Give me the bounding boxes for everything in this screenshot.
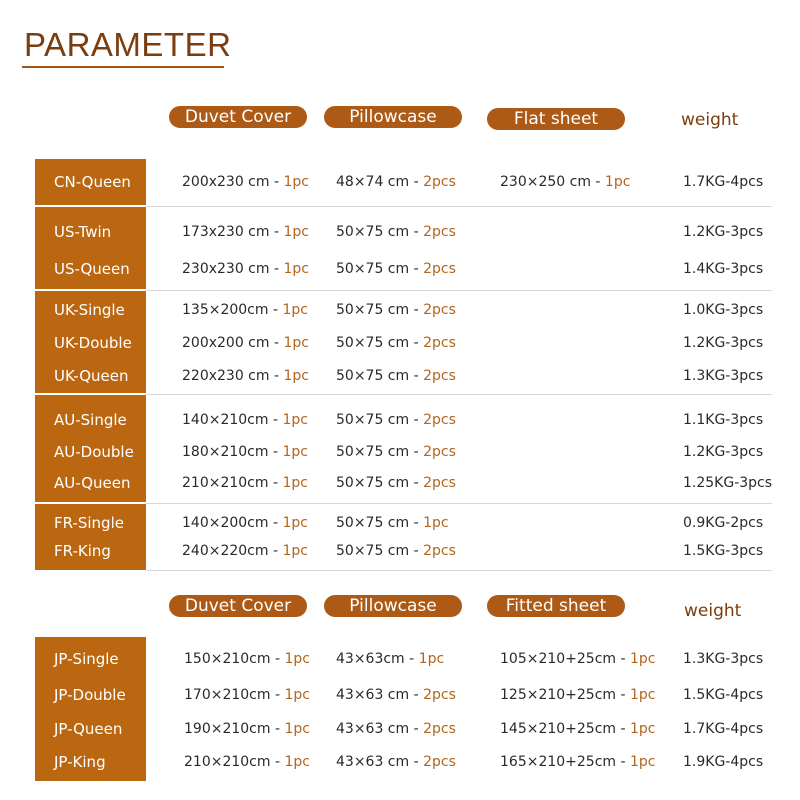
pillow-dimension: 43×63 cm - — [336, 754, 424, 770]
weight-cell — [683, 302, 763, 318]
weight-cell — [683, 368, 763, 384]
pillow-dimension: 50×75 cm - — [336, 515, 424, 531]
duvet-dimension: 190×210cm - — [184, 721, 285, 737]
title-underline — [22, 66, 224, 68]
size-label-text: CN-Queen — [54, 173, 131, 191]
duvet-dimension: 210×210cm - — [184, 754, 285, 770]
pillow-cell — [336, 444, 456, 460]
size-label — [54, 687, 126, 704]
row-separator — [146, 394, 772, 395]
sheet-cell — [500, 754, 656, 770]
sheet-quantity: 1pc — [630, 754, 656, 770]
duvet-dimension: 173x230 cm - — [182, 224, 284, 240]
pillow-quantity: 2pcs — [423, 687, 456, 703]
size-label-text: AU-Double — [54, 443, 134, 461]
duvet-quantity: 1pc — [282, 543, 308, 559]
weight-cell — [683, 651, 763, 667]
size-label-text: UK-Double — [54, 334, 132, 352]
duvet-dimension: 200x200 cm - — [182, 335, 284, 351]
duvet-dimension: 135×200cm - — [182, 302, 283, 318]
sheet-cell — [500, 174, 630, 190]
duvet-quantity: 1pc — [283, 368, 309, 384]
row-separator — [146, 206, 772, 207]
header-pillowcase: Pillowcase — [324, 106, 462, 128]
pillow-dimension: 50×75 cm - — [336, 475, 424, 491]
weight-value: 1.0KG-3pcs — [683, 302, 764, 318]
weight-cell — [683, 444, 763, 460]
sheet-cell — [500, 721, 656, 737]
weight-value: 1.3KG-3pcs — [683, 651, 764, 667]
duvet-cell — [182, 444, 308, 460]
weight-cell — [683, 475, 772, 491]
pillow-dimension: 50×75 cm - — [336, 444, 424, 460]
size-label — [54, 651, 119, 668]
pillow-cell — [336, 224, 456, 240]
duvet-cell — [182, 335, 309, 351]
duvet-dimension: 220x230 cm - — [182, 368, 284, 384]
duvet-dimension: 210×210cm - — [182, 475, 283, 491]
duvet-dimension: 140×200cm - — [182, 515, 283, 531]
size-label — [54, 412, 127, 429]
size-label-text: JP-King — [54, 753, 106, 771]
size-label-text: JP-Double — [54, 686, 126, 704]
pillow-dimension: 50×75 cm - — [336, 302, 424, 318]
sheet-quantity: 1pc — [630, 721, 656, 737]
sheet-dimension: 145×210+25cm - — [500, 721, 631, 737]
weight-value: 1.7KG-4pcs — [683, 174, 764, 190]
weight-cell — [683, 721, 763, 737]
pillow-cell — [336, 651, 444, 667]
pillow-cell — [336, 754, 456, 770]
duvet-quantity: 1pc — [284, 687, 310, 703]
pillow-cell — [336, 543, 456, 559]
pillow-dimension: 43×63 cm - — [336, 721, 424, 737]
weight-value: 1.7KG-4pcs — [683, 721, 764, 737]
pillow-dimension: 50×75 cm - — [336, 412, 424, 428]
header-duvet-cover-jp: Duvet Cover — [169, 595, 307, 617]
weight-value: 1.5KG-4pcs — [683, 687, 764, 703]
duvet-dimension: 150×210cm - — [184, 651, 285, 667]
duvet-cell — [184, 687, 310, 703]
sheet-quantity: 1pc — [630, 651, 656, 667]
pillow-quantity: 2pcs — [423, 302, 456, 318]
duvet-dimension: 240×220cm - — [182, 543, 283, 559]
pillow-quantity: 2pcs — [423, 475, 456, 491]
duvet-cell — [184, 754, 310, 770]
pillow-cell — [336, 475, 456, 491]
pillow-quantity: 2pcs — [423, 543, 456, 559]
duvet-cell — [182, 543, 308, 559]
weight-value: 1.3KG-3pcs — [683, 368, 764, 384]
size-label — [54, 302, 125, 319]
duvet-quantity: 1pc — [282, 412, 308, 428]
size-label — [54, 515, 124, 532]
duvet-quantity: 1pc — [282, 444, 308, 460]
size-label-text: US-Twin — [54, 223, 112, 241]
sheet-quantity: 1pc — [604, 174, 631, 190]
weight-cell — [683, 335, 763, 351]
duvet-quantity: 1pc — [284, 754, 310, 770]
header-weight: weight — [681, 110, 739, 130]
weight-value: 1.2KG-3pcs — [683, 224, 764, 240]
duvet-cell — [184, 721, 310, 737]
duvet-quantity: 1pc — [283, 224, 309, 240]
duvet-cell — [184, 651, 310, 667]
header-duvet-cover: Duvet Cover — [169, 106, 307, 128]
size-label-text: JP-Single — [54, 650, 119, 668]
pillow-dimension: 43×63 cm - — [336, 687, 424, 703]
duvet-dimension: 230x230 cm - — [182, 261, 284, 277]
size-label — [54, 444, 134, 461]
duvet-cell — [182, 412, 308, 428]
header-weight-jp: weight — [684, 601, 742, 621]
pillow-quantity: 2pcs — [423, 174, 456, 190]
duvet-cell — [182, 368, 309, 384]
pillow-quantity: 2pcs — [423, 412, 456, 428]
pillow-cell — [336, 335, 456, 351]
duvet-quantity: 1pc — [283, 174, 309, 190]
size-label — [54, 543, 111, 560]
header-fitted-sheet: Fitted sheet — [487, 595, 625, 617]
duvet-dimension: 140×210cm - — [182, 412, 283, 428]
duvet-quantity: 1pc — [283, 335, 309, 351]
pillow-cell — [336, 687, 456, 703]
duvet-quantity: 1pc — [283, 261, 309, 277]
weight-cell — [683, 224, 763, 240]
sheet-dimension: 125×210+25cm - — [500, 687, 631, 703]
pillow-dimension: 50×75 cm - — [336, 224, 424, 240]
duvet-dimension: 200x230 cm - — [182, 174, 284, 190]
pillow-quantity: 2pcs — [423, 721, 456, 737]
duvet-quantity: 1pc — [284, 721, 310, 737]
pillow-quantity: 2pcs — [423, 368, 456, 384]
weight-cell — [683, 412, 763, 428]
weight-cell — [683, 261, 763, 277]
weight-cell — [683, 687, 763, 703]
size-label-text: AU-Single — [54, 411, 127, 429]
weight-value: 1.1KG-3pcs — [683, 412, 764, 428]
pillow-quantity: 1pc — [418, 651, 445, 667]
pillow-quantity: 2pcs — [423, 261, 456, 277]
size-label — [54, 721, 122, 738]
pillow-dimension: 50×75 cm - — [336, 543, 424, 559]
duvet-cell — [182, 515, 308, 531]
row-separator — [146, 290, 772, 291]
header-flat-sheet: Flat sheet — [487, 108, 625, 130]
duvet-cell — [182, 224, 309, 240]
size-label-text: FR-Single — [54, 514, 124, 532]
pillow-quantity: 2pcs — [423, 335, 456, 351]
size-label-text: AU-Queen — [54, 474, 131, 492]
weight-value: 0.9KG-2pcs — [683, 515, 764, 531]
duvet-cell — [182, 475, 308, 491]
pillow-quantity: 2pcs — [423, 754, 456, 770]
pillow-quantity: 1pc — [423, 515, 449, 531]
duvet-quantity: 1pc — [282, 475, 308, 491]
sheet-dimension: 165×210+25cm - — [500, 754, 631, 770]
weight-cell — [683, 754, 763, 770]
size-label-text: US-Queen — [54, 260, 130, 278]
size-label — [54, 475, 130, 492]
pillow-cell — [336, 368, 456, 384]
pillow-quantity: 2pcs — [423, 224, 456, 240]
pillow-dimension: 50×75 cm - — [336, 335, 424, 351]
row-separator — [146, 503, 772, 504]
header-pillowcase-jp: Pillowcase — [324, 595, 462, 617]
weight-value: 1.25KG-3pcs — [683, 475, 773, 491]
pillow-cell — [336, 412, 456, 428]
pillow-cell — [336, 174, 456, 190]
pillow-dimension: 50×75 cm - — [336, 368, 424, 384]
duvet-dimension: 170×210cm - — [184, 687, 285, 703]
pillow-cell — [336, 261, 456, 277]
sheet-cell — [500, 687, 656, 703]
weight-cell — [683, 543, 763, 559]
weight-cell — [683, 174, 763, 190]
size-label-text: JP-Queen — [54, 720, 123, 738]
pillow-dimension: 50×75 cm - — [336, 261, 424, 277]
weight-value: 1.2KG-3pcs — [683, 444, 764, 460]
pillow-dimension: 43×63cm - — [336, 651, 419, 667]
sheet-dimension: 105×210+25cm - — [500, 651, 631, 667]
sheet-cell — [500, 651, 656, 667]
sheet-dimension: 230×250 cm - — [500, 174, 605, 190]
pillow-cell — [336, 302, 456, 318]
duvet-quantity: 1pc — [282, 515, 308, 531]
duvet-dimension: 180×210cm - — [182, 444, 283, 460]
pillow-dimension: 48×74 cm - — [336, 174, 424, 190]
size-label — [54, 368, 128, 385]
size-label — [54, 261, 130, 278]
weight-cell — [683, 515, 763, 531]
weight-value: 1.5KG-3pcs — [683, 543, 764, 559]
duvet-cell — [182, 174, 309, 190]
pillow-cell — [336, 721, 456, 737]
weight-value: 1.4KG-3pcs — [683, 261, 764, 277]
row-separator — [146, 570, 772, 571]
size-label-text: UK-Queen — [54, 367, 129, 385]
size-label — [54, 754, 106, 771]
sheet-quantity: 1pc — [630, 687, 656, 703]
size-label-text: FR-King — [54, 542, 111, 560]
duvet-cell — [182, 261, 309, 277]
size-label — [54, 335, 132, 352]
weight-value: 1.9KG-4pcs — [683, 754, 764, 770]
page-title: PARAMETER — [24, 26, 232, 63]
duvet-cell — [182, 302, 308, 318]
weight-value: 1.2KG-3pcs — [683, 335, 764, 351]
pillow-quantity: 2pcs — [423, 444, 456, 460]
pillow-cell — [336, 515, 449, 531]
size-label — [54, 224, 111, 241]
duvet-quantity: 1pc — [282, 302, 308, 318]
duvet-quantity: 1pc — [284, 651, 310, 667]
size-label — [54, 174, 131, 191]
size-label-text: UK-Single — [54, 301, 125, 319]
